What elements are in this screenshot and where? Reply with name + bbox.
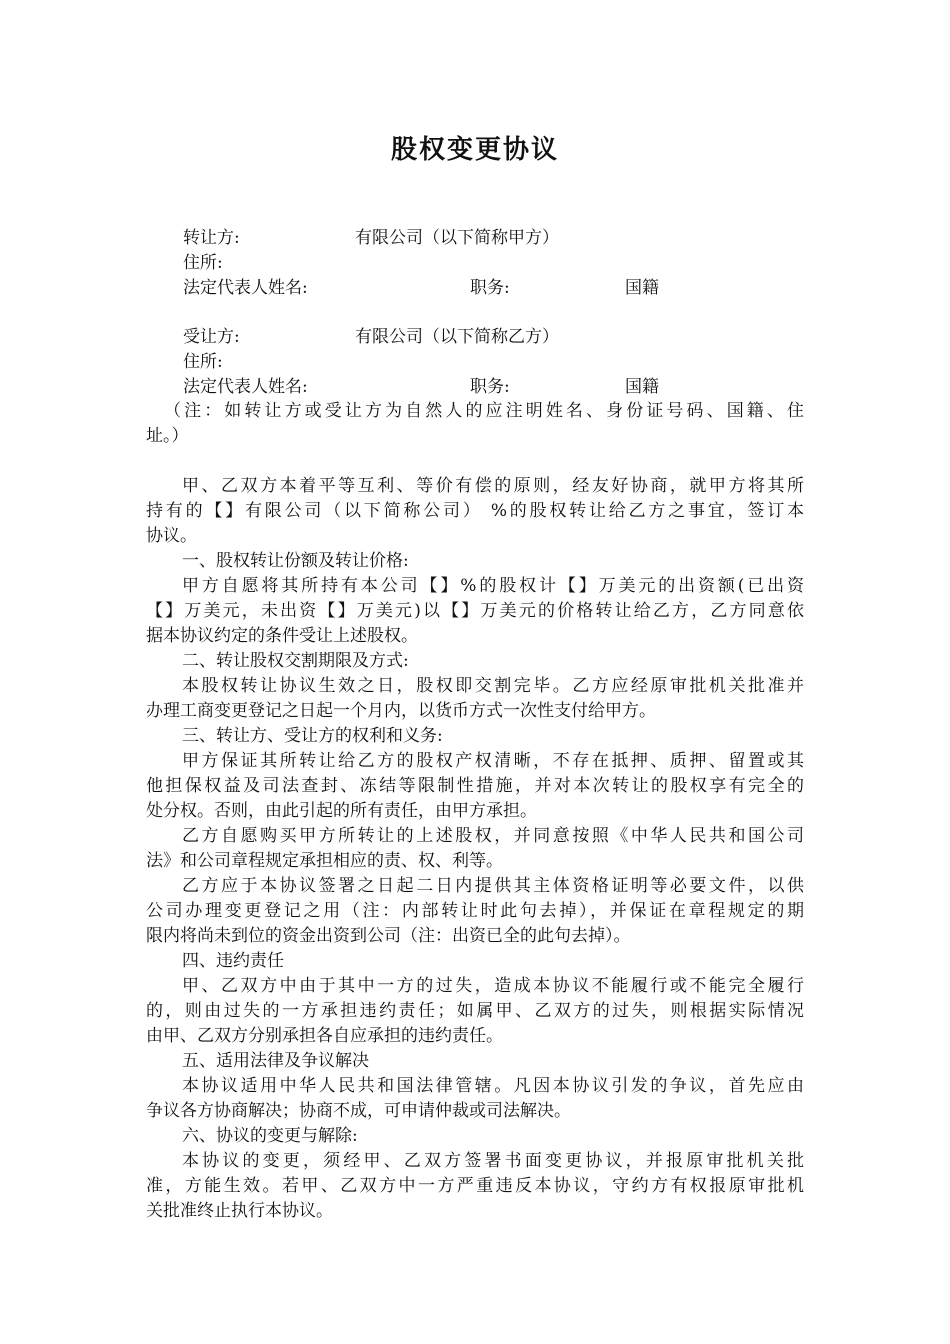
section-5-line: 本协议适用中华人民共和国法律管辖。凡因本协议引发的争议，首先应由 — [182, 1076, 804, 1096]
party-a-address-label: 住所: — [183, 253, 223, 273]
party-b-company: 有限公司（以下简称乙方） — [355, 327, 559, 347]
section-4-heading: 四、违约责任 — [182, 951, 284, 971]
section-3-line: 乙方自愿购买甲方所转让的上述股权，并同意按照《中华人民共和国公司 — [182, 826, 804, 846]
section-4-line: 甲、乙双方中由于其中一方的过失，造成本协议不能履行或不能完全履行 — [182, 976, 804, 996]
party-a-rep-label: 法定代表人姓名: — [183, 278, 308, 298]
intro-line: 协议。 — [146, 526, 197, 546]
section-3-heading: 三、转让方、受让方的权利和义务: — [182, 726, 443, 746]
note-line: 址。） — [146, 426, 189, 446]
section-1-line: 据本协议约定的条件受让上述股权。 — [146, 626, 418, 646]
section-3-line: 公司办理变更登记之用（注：内部转让时此句去掉），并保证在章程规定的期 — [146, 901, 804, 921]
section-3-line: 他担保权益及司法查封、冻结等限制性措施，并对本次转让的股权享有完全的 — [146, 776, 804, 796]
party-a-company: 有限公司（以下简称甲方） — [355, 228, 559, 248]
section-2-line: 本股权转让协议生效之日，股权即交割完毕。乙方应经原审批机关批准并 — [182, 676, 804, 696]
section-6-line: 关批准终止执行本协议。 — [146, 1201, 333, 1221]
section-4-line: 由甲、乙双方分别承担各自应承担的违约责任。 — [146, 1026, 503, 1046]
section-6-heading: 六、协议的变更与解除: — [182, 1126, 358, 1146]
section-5-heading: 五、适用法律及争议解决 — [182, 1051, 369, 1071]
party-b-address-label: 住所: — [183, 352, 223, 372]
party-b-nationality-label: 国籍 — [625, 377, 659, 397]
section-3-line: 处分权。否则，由此引起的所有责任，由甲方承担。 — [146, 801, 537, 821]
section-1-line: 【】万美元，未出资【】万美元)以【】万美元的价格转让给乙方，乙方同意依 — [146, 601, 804, 621]
party-b-rep-label: 法定代表人姓名: — [183, 377, 308, 397]
section-3-line: 限内将尚未到位的资金出资到公司（注：出资已全的此句去掉）。 — [146, 926, 631, 946]
party-a-position-label: 职务: — [470, 278, 510, 298]
note-line: （注：如转让方或受让方为自然人的应注明姓名、身份证号码、国籍、住 — [164, 401, 804, 421]
party-a-label: 转让方: — [183, 228, 240, 248]
party-a-nationality-label: 国籍 — [625, 278, 659, 298]
section-5-line: 争议各方协商解决；协商不成，可申请仲裁或司法解决。 — [146, 1101, 571, 1121]
party-b-position-label: 职务: — [470, 377, 510, 397]
section-6-line: 准，方能生效。若甲、乙双方中一方严重违反本协议，守约方有权报原审批机 — [146, 1176, 804, 1196]
section-3-line: 法》和公司章程规定承担相应的责、权、利等。 — [146, 851, 503, 871]
section-1-heading: 一、股权转让份额及转让价格: — [182, 551, 409, 571]
section-2-line: 办理工商变更登记之日起一个月内，以货币方式一次性支付给甲方。 — [146, 701, 656, 721]
party-b-label: 受让方: — [183, 327, 240, 347]
document-title: 股权变更协议 — [390, 135, 559, 165]
section-2-heading: 二、转让股权交割期限及方式: — [182, 651, 409, 671]
section-3-line: 乙方应于本协议签署之日起二日内提供其主体资格证明等必要文件，以供 — [182, 876, 804, 896]
intro-line: 持有的【】有限公司（以下简称公司） %的股权转让给乙方之事宜，签订本 — [146, 501, 804, 521]
section-4-line: 的，则由过失的一方承担违约责任；如属甲、乙双方的过失，则根据实际情况 — [146, 1001, 804, 1021]
section-3-line: 甲方保证其所转让给乙方的股权产权清晰，不存在抵押、质押、留置或其 — [182, 751, 804, 771]
intro-line: 甲、乙双方本着平等互利、等价有偿的原则，经友好协商，就甲方将其所 — [182, 476, 804, 496]
section-6-line: 本协议的变更，须经甲、乙双方签署书面变更协议，并报原审批机关批 — [182, 1151, 804, 1171]
section-1-line: 甲方自愿将其所持有本公司【】%的股权计【】万美元的出资额(已出资 — [182, 576, 804, 596]
